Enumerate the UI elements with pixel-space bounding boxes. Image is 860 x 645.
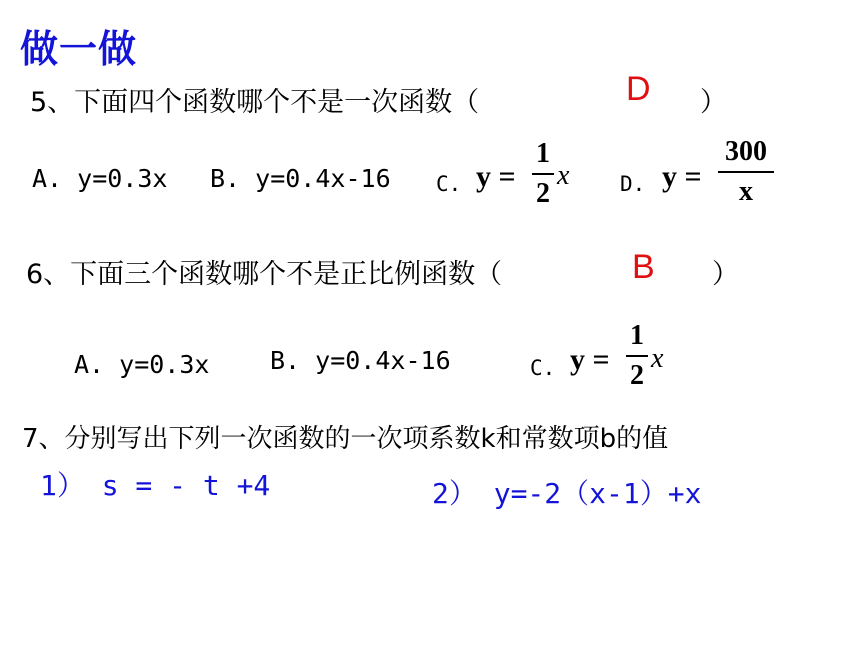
- q5-option-d-numerator: 300: [725, 136, 767, 167]
- question-5-answer: D: [626, 70, 651, 108]
- q5-option-c-fraction: [532, 140, 554, 208]
- q5-option-d-fraction: [718, 138, 774, 206]
- q7-item-2: 2） y=-2（x-1）+x: [432, 477, 702, 510]
- q5-option-d-lhs: y =: [662, 160, 702, 193]
- q5-option-c-variable: x: [557, 160, 570, 191]
- fraction-bar: [718, 171, 774, 173]
- question-5-text: 5、下面四个函数哪个不是一次函数（: [30, 87, 480, 118]
- q6-option-c-lhs: y =: [570, 343, 610, 376]
- question-5-close-paren: ）: [700, 87, 727, 118]
- question-6-close-paren: ）: [712, 259, 739, 290]
- q6-option-c-label: C.: [530, 356, 556, 380]
- q7-item-1: 1） s = - t +4: [40, 469, 271, 502]
- q6-option-a: A. y=0.3x: [74, 350, 210, 379]
- question-6-answer: B: [632, 248, 655, 286]
- question-6-text: 6、下面三个函数哪个不是正比例函数（: [26, 259, 503, 290]
- q6-option-c-fraction: [626, 322, 648, 390]
- fraction-bar: [626, 355, 648, 357]
- q5-option-c-numerator: 1: [536, 138, 550, 169]
- page-title: 做一做: [20, 27, 138, 71]
- q6-option-c-denominator: 2: [630, 360, 644, 391]
- q5-option-d-label: D.: [620, 172, 646, 196]
- question-7-text: 7、分别写出下列一次函数的一次项系数k和常数项b的值: [22, 424, 669, 454]
- q5-option-d-denominator: x: [739, 176, 753, 207]
- fraction-bar: [532, 173, 554, 175]
- q5-option-c-lhs: y =: [476, 160, 516, 193]
- q5-option-a: A. y=0.3x: [32, 164, 168, 193]
- q6-option-b: B. y=0.4x-16: [270, 346, 451, 375]
- q6-option-c-variable: x: [651, 343, 664, 374]
- q5-option-b: B. y=0.4x-16: [210, 164, 391, 193]
- q5-option-c-denominator: 2: [536, 178, 550, 209]
- q6-option-c-numerator: 1: [630, 320, 644, 351]
- q5-option-c-label: C.: [436, 172, 462, 196]
